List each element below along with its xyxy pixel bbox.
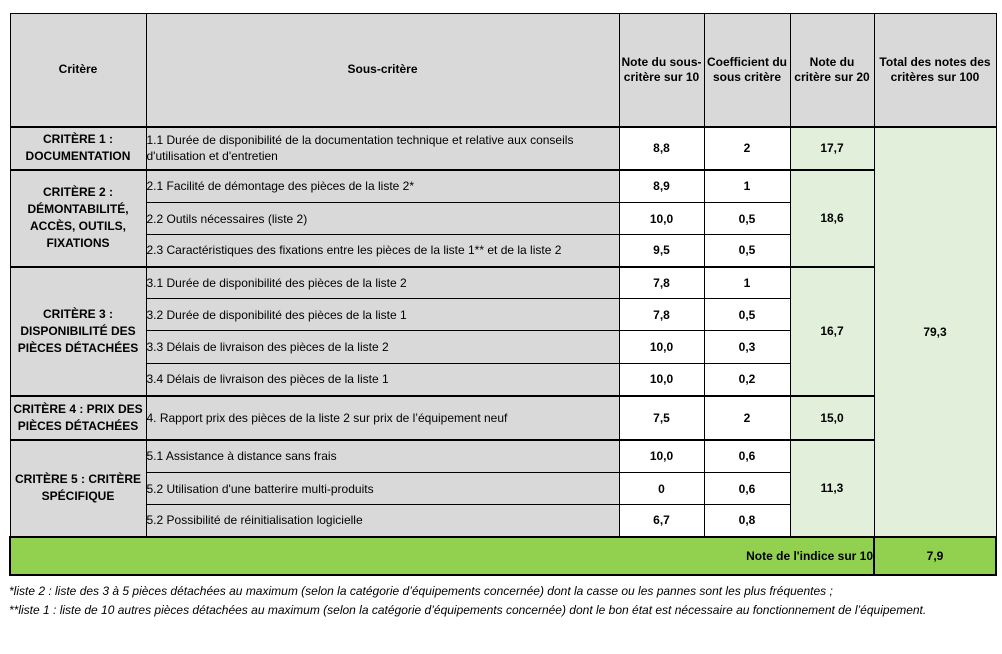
criterion-label: CRITÈRE 2 : DÉMONTABILITÉ, ACCÈS, OUTILS, FIXATIONS [10, 170, 146, 267]
table-row [10, 440, 996, 473]
sub-criterion-score: 10,0 [619, 440, 704, 473]
sub-criterion-label: 3.3 Délais de livraison des pièces de la liste 2 [146, 331, 619, 364]
sub-criterion-coefficient: 2 [704, 396, 790, 440]
sub-criterion-coefficient: 2 [704, 127, 790, 170]
sub-criterion-label: 5.2 Utilisation d'une batterire multi-produits [146, 473, 619, 505]
header-critere: Critère [10, 14, 146, 127]
repairability-index-sheet [9, 13, 995, 620]
criterion-score-20: 18,6 [790, 170, 874, 267]
total-score-100: 79,3 [874, 127, 996, 537]
final-score-value: 7,9 [874, 537, 996, 575]
table-row [10, 170, 996, 203]
header-coefficient: Coefficient du sous critère [704, 14, 790, 127]
criterion-score-20: 11,3 [790, 440, 874, 537]
footnotes [9, 582, 995, 620]
sub-criterion-score: 6,7 [619, 505, 704, 537]
table-row [10, 396, 996, 440]
footnote-liste-1: **liste 1 : liste de 10 autres pièces détachées au maximum (selon la catégorie d’équipements concernée) dont le bon état est nécessaire au fonctionnement de l’équipement. [9, 602, 927, 617]
sub-criterion-coefficient: 0,3 [704, 331, 790, 364]
sub-criterion-score: 8,8 [619, 127, 704, 170]
final-score-row [10, 537, 996, 575]
footnote-liste-2: *liste 2 : liste des 3 à 5 pièces détachées au maximum (selon la catégorie d’équipements concernée) dont la casse ou les pannes sont les plus fréquentes ; [9, 583, 833, 598]
sub-criterion-score: 7,5 [619, 396, 704, 440]
sub-criterion-coefficient: 1 [704, 267, 790, 299]
header-total: Total des notes des critères sur 100 [874, 14, 996, 127]
sub-criterion-coefficient: 0,5 [704, 299, 790, 331]
score-table [9, 13, 997, 576]
criterion-label: CRITÈRE 5 : CRITÈRE SPÉCIFIQUE [10, 440, 146, 537]
header-sous-critere: Sous-critère [146, 14, 619, 127]
criterion-label: CRITÈRE 1 : DOCUMENTATION [10, 127, 146, 170]
sub-criterion-score: 8,9 [619, 170, 704, 203]
criterion-label: CRITÈRE 3 : DISPONIBILITÉ DES PIÈCES DÉTACHÉES [10, 267, 146, 396]
sub-criterion-score: 9,5 [619, 235, 704, 267]
sub-criterion-coefficient: 0,6 [704, 473, 790, 505]
header-row [10, 14, 996, 127]
sub-criterion-score: 0 [619, 473, 704, 505]
sub-criterion-score: 7,8 [619, 267, 704, 299]
sub-criterion-label: 2.3 Caractéristiques des fixations entre les pièces de la liste 1** et de la liste 2 [146, 235, 619, 267]
sub-criterion-coefficient: 0,5 [704, 203, 790, 235]
sub-criterion-label: 2.2 Outils nécessaires (liste 2) [146, 203, 619, 235]
criterion-score-20: 17,7 [790, 127, 874, 170]
sub-criterion-score: 10,0 [619, 331, 704, 364]
sub-criterion-label: 4. Rapport prix des pièces de la liste 2 sur prix de l’équipement neuf [146, 396, 619, 440]
table-row [10, 127, 996, 170]
sub-criterion-label: 5.1 Assistance à distance sans frais [146, 440, 619, 473]
sub-criterion-coefficient: 0,6 [704, 440, 790, 473]
criterion-label: CRITÈRE 4 : PRIX DES PIÈCES DÉTACHÉES [10, 396, 146, 440]
header-note-critere: Note du critère sur 20 [790, 14, 874, 127]
sub-criterion-coefficient: 0,8 [704, 505, 790, 537]
final-score-label: Note de l'indice sur 10 [10, 537, 874, 575]
sub-criterion-label: 3.2 Durée de disponibilité des pièces de la liste 1 [146, 299, 619, 331]
sub-criterion-label: 1.1 Durée de disponibilité de la documentation technique et relative aux conseils d'utilisation et d'entretien [146, 127, 619, 170]
sub-criterion-coefficient: 0,2 [704, 364, 790, 396]
sub-criterion-label: 5.2 Possibilité de réinitialisation logicielle [146, 505, 619, 537]
sub-criterion-score: 10,0 [619, 203, 704, 235]
table-row [10, 267, 996, 299]
criterion-score-20: 15,0 [790, 396, 874, 440]
sub-criterion-label: 3.4 Délais de livraison des pièces de la liste 1 [146, 364, 619, 396]
sub-criterion-score: 10,0 [619, 364, 704, 396]
header-note-sous-critere: Note du sous-critère sur 10 [619, 14, 704, 127]
criterion-score-20: 16,7 [790, 267, 874, 396]
sub-criterion-coefficient: 0,5 [704, 235, 790, 267]
sub-criterion-score: 7,8 [619, 299, 704, 331]
sub-criterion-coefficient: 1 [704, 170, 790, 203]
sub-criterion-label: 2.1 Facilité de démontage des pièces de la liste 2* [146, 170, 619, 203]
sub-criterion-label: 3.1 Durée de disponibilité des pièces de la liste 2 [146, 267, 619, 299]
